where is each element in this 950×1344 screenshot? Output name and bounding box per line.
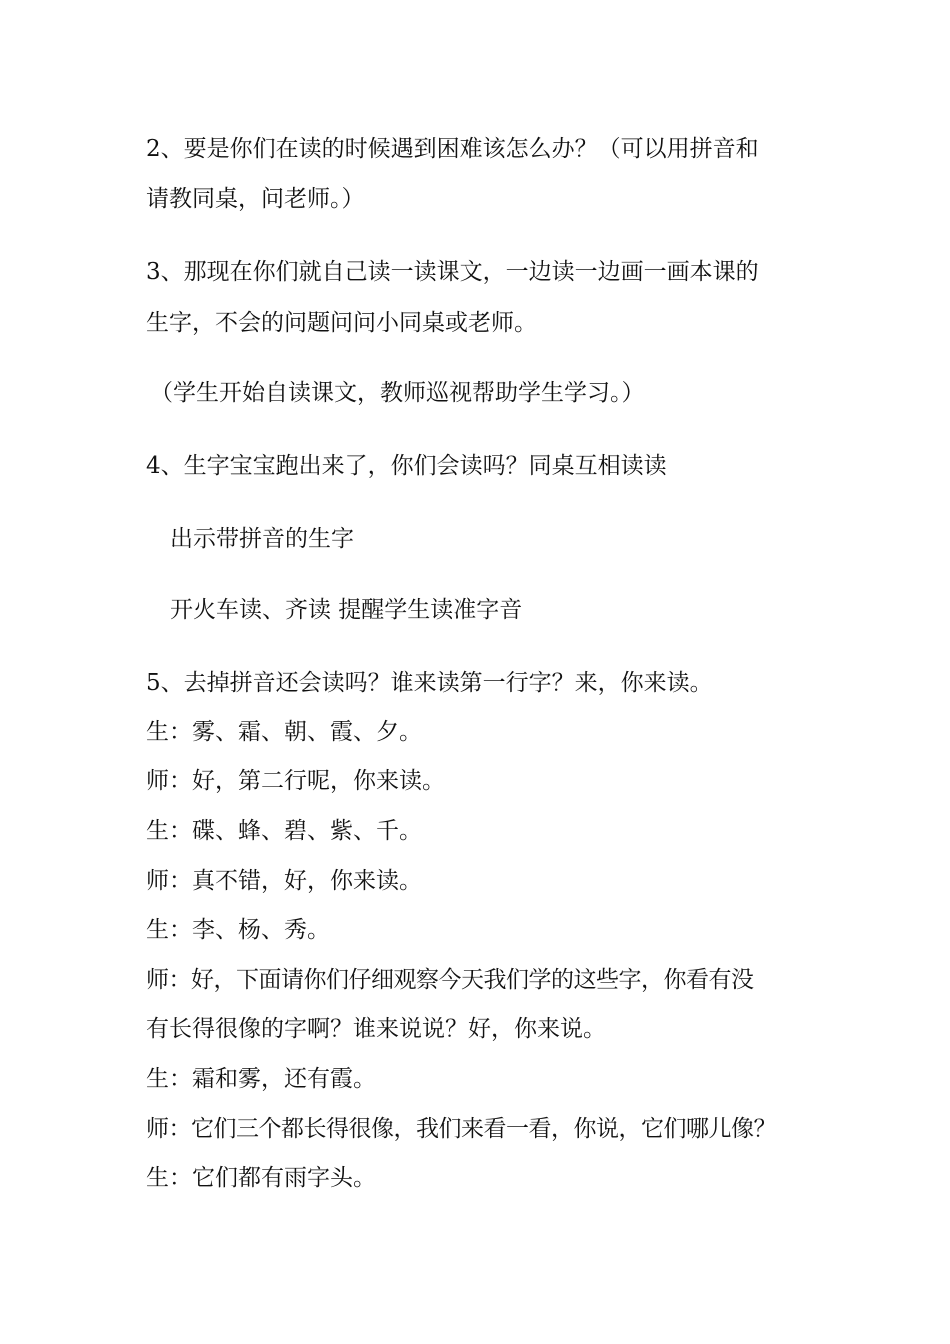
text-line-1: 2、要是你们在读的时候遇到困难该怎么办？（可以用拼音和 [146,136,759,162]
text-line-7: 出示带拼音的生字 [170,526,354,552]
text-line-6: 4、生字宝宝跑出来了，你们会读吗？同桌互相读读 [146,453,667,479]
text-line-8: 开火车读、齐读 提醒学生读准字音 [170,597,523,623]
text-line-11: 师：好，第二行呢，你来读。 [146,768,445,794]
text-line-15: 师：好，下面请你们仔细观察今天我们学的这些字，你看有没 [146,967,754,993]
text-line-19: 生：它们都有雨字头。 [146,1165,376,1191]
text-line-18: 师：它们三个都长得很像，我们来看一看，你说，它们哪儿像？ [146,1116,776,1142]
text-line-12: 生：碟、蜂、碧、紫、千。 [146,818,422,844]
text-line-16: 有长得很像的字啊？谁来说说？好，你来说。 [146,1016,606,1042]
text-line-3: 3、那现在你们就自己读一读课文，一边读一边画一画本课的 [146,259,759,285]
text-line-9: 5、去掉拼音还会读吗？谁来读第一行字？来，你来读。 [146,670,713,696]
text-line-13: 师：真不错，好，你来读。 [146,868,422,894]
text-line-10: 生：雾、霜、朝、霞、夕。 [146,719,422,745]
text-line-5: （学生开始自读课文，教师巡视帮助学生学习。） [150,380,645,406]
text-line-14: 生：李、杨、秀。 [146,917,330,943]
text-line-17: 生：霜和雾，还有霞。 [146,1066,376,1092]
text-line-2: 请教同桌，问老师。） [146,186,365,212]
text-line-4: 生字，不会的问题问问小同桌或老师。 [146,310,537,336]
